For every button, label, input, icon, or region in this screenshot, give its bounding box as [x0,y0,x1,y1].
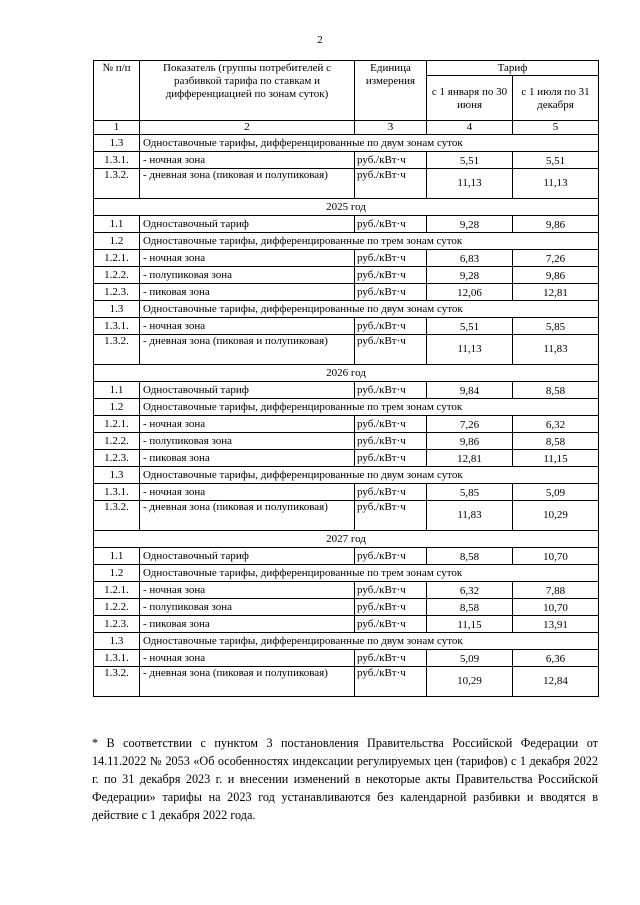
section-row [94,399,599,416]
year-label: 2027 год [94,531,599,548]
indicator-label: Одноставочный тариф [140,548,355,565]
indicator-label: - полупиковая зона [140,433,355,450]
year-row [94,365,599,382]
table-row [94,284,599,301]
section-label: Одноставочные тарифы, дифференцированные по двум зонам суток [140,633,599,650]
row-number: 1.1 [94,382,140,399]
indicator-label: - полупиковая зона [140,267,355,284]
tariff-value-period-1: 8,58 [427,548,513,565]
row-number: 1.2 [94,399,140,416]
row-number: 1.2.1. [94,416,140,433]
table-row [94,616,599,633]
indicator-label: - ночная зона [140,318,355,335]
row-number: 1.3.1. [94,318,140,335]
indicator-label: Одноставочный тариф [140,216,355,233]
table-header-row [94,61,599,76]
section-row [94,135,599,152]
row-number: 1.2.3. [94,450,140,467]
tariff-value-period-1: 11,15 [427,616,513,633]
tariff-value-period-2: 12,81 [513,284,599,301]
tariff-value-period-2: 9,86 [513,216,599,233]
table-row [94,650,599,667]
indicator-label: - ночная зона [140,484,355,501]
tariff-value-period-1: 10,29 [427,667,513,697]
row-number: 1.2.2. [94,599,140,616]
unit-label: руб./кВт·ч [355,250,427,267]
indicator-label: - пиковая зона [140,450,355,467]
tariff-value-period-2: 11,15 [513,450,599,467]
tariff-value-period-1: 5,51 [427,152,513,169]
tariff-value-period-2: 13,91 [513,616,599,633]
row-number: 1.3 [94,467,140,484]
indicator-label: - ночная зона [140,582,355,599]
unit-label: руб./кВт·ч [355,284,427,301]
unit-label: руб./кВт·ч [355,501,427,531]
table-row [94,667,599,697]
tariff-value-period-2: 10,29 [513,501,599,531]
row-number: 1.3 [94,135,140,152]
header-indicator: Показатель (группы потребителей с разбивкой тарифа по ставкам и дифференциацией по зонам суток) [140,61,355,121]
tariff-value-period-1: 5,51 [427,318,513,335]
section-label: Одноставочные тарифы, дифференцированные по трем зонам суток [140,565,599,582]
table-row [94,216,599,233]
year-row [94,199,599,216]
section-row [94,301,599,318]
tariff-value-period-1: 9,84 [427,382,513,399]
table-row [94,152,599,169]
tariff-value-period-1: 5,85 [427,484,513,501]
table-row [94,599,599,616]
row-number: 1.2 [94,565,140,582]
row-number: 1.3.2. [94,501,140,531]
section-row [94,633,599,650]
indicator-label: - дневная зона (пиковая и полупиковая) [140,501,355,531]
unit-label: руб./кВт·ч [355,599,427,616]
tariff-value-period-2: 9,86 [513,267,599,284]
column-number: 4 [427,121,513,135]
year-label: 2026 год [94,365,599,382]
indicator-label: - дневная зона (пиковая и полупиковая) [140,667,355,697]
unit-label: руб./кВт·ч [355,335,427,365]
row-number: 1.2.1. [94,250,140,267]
column-numbers-row [94,121,599,135]
tariff-value-period-2: 7,26 [513,250,599,267]
row-number: 1.2.1. [94,582,140,599]
tariff-value-period-1: 6,83 [427,250,513,267]
unit-label: руб./кВт·ч [355,616,427,633]
table-row [94,548,599,565]
section-label: Одноставочные тарифы, дифференцированные по двум зонам суток [140,135,599,152]
unit-label: руб./кВт·ч [355,216,427,233]
indicator-label: - ночная зона [140,650,355,667]
header-num: № п/п [94,61,140,121]
page-number: 2 [317,34,323,46]
table-row [94,267,599,284]
tariff-value-period-1: 9,86 [427,433,513,450]
column-number: 2 [140,121,355,135]
row-number: 1.3 [94,301,140,318]
table-row [94,318,599,335]
section-row [94,233,599,250]
column-number: 3 [355,121,427,135]
row-number: 1.2.3. [94,616,140,633]
tariff-value-period-2: 8,58 [513,382,599,399]
tariff-table [93,60,599,697]
table-row [94,501,599,531]
table-row [94,450,599,467]
table-row [94,484,599,501]
row-number: 1.2 [94,233,140,250]
unit-label: руб./кВт·ч [355,548,427,565]
tariff-value-period-1: 9,28 [427,216,513,233]
indicator-label: - ночная зона [140,152,355,169]
tariff-value-period-1: 11,13 [427,169,513,199]
row-number: 1.3.1. [94,484,140,501]
tariff-value-period-2: 11,13 [513,169,599,199]
header-tariff: Тариф [427,61,599,76]
indicator-label: - полупиковая зона [140,599,355,616]
indicator-label: Одноставочный тариф [140,382,355,399]
row-number: 1.2.2. [94,267,140,284]
row-number: 1.1 [94,548,140,565]
unit-label: руб./кВт·ч [355,267,427,284]
table-row [94,335,599,365]
table-row [94,433,599,450]
indicator-label: - пиковая зона [140,616,355,633]
tariff-value-period-1: 5,09 [427,650,513,667]
tariff-value-period-2: 5,85 [513,318,599,335]
tariff-value-period-1: 7,26 [427,416,513,433]
tariff-value-period-2: 8,58 [513,433,599,450]
section-row [94,565,599,582]
tariff-value-period-1: 11,83 [427,501,513,531]
unit-label: руб./кВт·ч [355,416,427,433]
table-row [94,582,599,599]
header-period-2: с 1 июля по 31 декабря [513,76,599,121]
row-number: 1.3 [94,633,140,650]
tariff-value-period-2: 10,70 [513,599,599,616]
unit-label: руб./кВт·ч [355,484,427,501]
unit-label: руб./кВт·ч [355,318,427,335]
tariff-value-period-2: 7,88 [513,582,599,599]
unit-label: руб./кВт·ч [355,169,427,199]
row-number: 1.3.2. [94,667,140,697]
section-label: Одноставочные тарифы, дифференцированные по двум зонам суток [140,301,599,318]
table-row [94,169,599,199]
tariff-value-period-1: 6,32 [427,582,513,599]
unit-label: руб./кВт·ч [355,450,427,467]
tariff-value-period-2: 6,32 [513,416,599,433]
row-number: 1.3.2. [94,169,140,199]
table-row [94,250,599,267]
tariff-value-period-2: 6,36 [513,650,599,667]
tariff-value-period-2: 5,09 [513,484,599,501]
tariff-table-body [94,135,599,697]
section-label: Одноставочные тарифы, дифференцированные по трем зонам суток [140,233,599,250]
year-label: 2025 год [94,199,599,216]
indicator-label: - дневная зона (пиковая и полупиковая) [140,335,355,365]
unit-label: руб./кВт·ч [355,650,427,667]
tariff-value-period-1: 12,81 [427,450,513,467]
tariff-value-period-2: 5,51 [513,152,599,169]
section-label: Одноставочные тарифы, дифференцированные по трем зонам суток [140,399,599,416]
indicator-label: - ночная зона [140,250,355,267]
section-label: Одноставочные тарифы, дифференцированные по двум зонам суток [140,467,599,484]
indicator-label: - дневная зона (пиковая и полупиковая) [140,169,355,199]
table-row [94,416,599,433]
unit-label: руб./кВт·ч [355,152,427,169]
unit-label: руб./кВт·ч [355,667,427,697]
row-number: 1.2.3. [94,284,140,301]
header-unit: Единица измерения [355,61,427,121]
tariff-value-period-2: 10,70 [513,548,599,565]
footnote: * В соответствии с пунктом 3 постановления Правительства Российской Федерации от 14.11.2022 № 2053 «Об особенностях индексации регулируемых цен (тарифов) с 1 декабря 2022 г. по 31 декабря 2023 г. и внесении изменений в некоторые акты Правительства Российской Федерации» тарифы на 2023 год устанавливаются без календарной разбивки и вводятся в действие с 1 декабря 2022 года. [92,736,598,822]
year-row [94,531,599,548]
row-number: 1.2.2. [94,433,140,450]
column-number: 1 [94,121,140,135]
section-row [94,467,599,484]
row-number: 1.3.1. [94,650,140,667]
row-number: 1.3.1. [94,152,140,169]
indicator-label: - ночная зона [140,416,355,433]
tariff-value-period-1: 8,58 [427,599,513,616]
tariff-value-period-1: 11,13 [427,335,513,365]
table-row [94,382,599,399]
column-number: 5 [513,121,599,135]
unit-label: руб./кВт·ч [355,433,427,450]
row-number: 1.3.2. [94,335,140,365]
tariff-value-period-2: 11,83 [513,335,599,365]
header-period-1: с 1 января по 30 июня [427,76,513,121]
unit-label: руб./кВт·ч [355,382,427,399]
indicator-label: - пиковая зона [140,284,355,301]
tariff-value-period-1: 12,06 [427,284,513,301]
tariff-value-period-2: 12,84 [513,667,599,697]
row-number: 1.1 [94,216,140,233]
unit-label: руб./кВт·ч [355,582,427,599]
tariff-value-period-1: 9,28 [427,267,513,284]
